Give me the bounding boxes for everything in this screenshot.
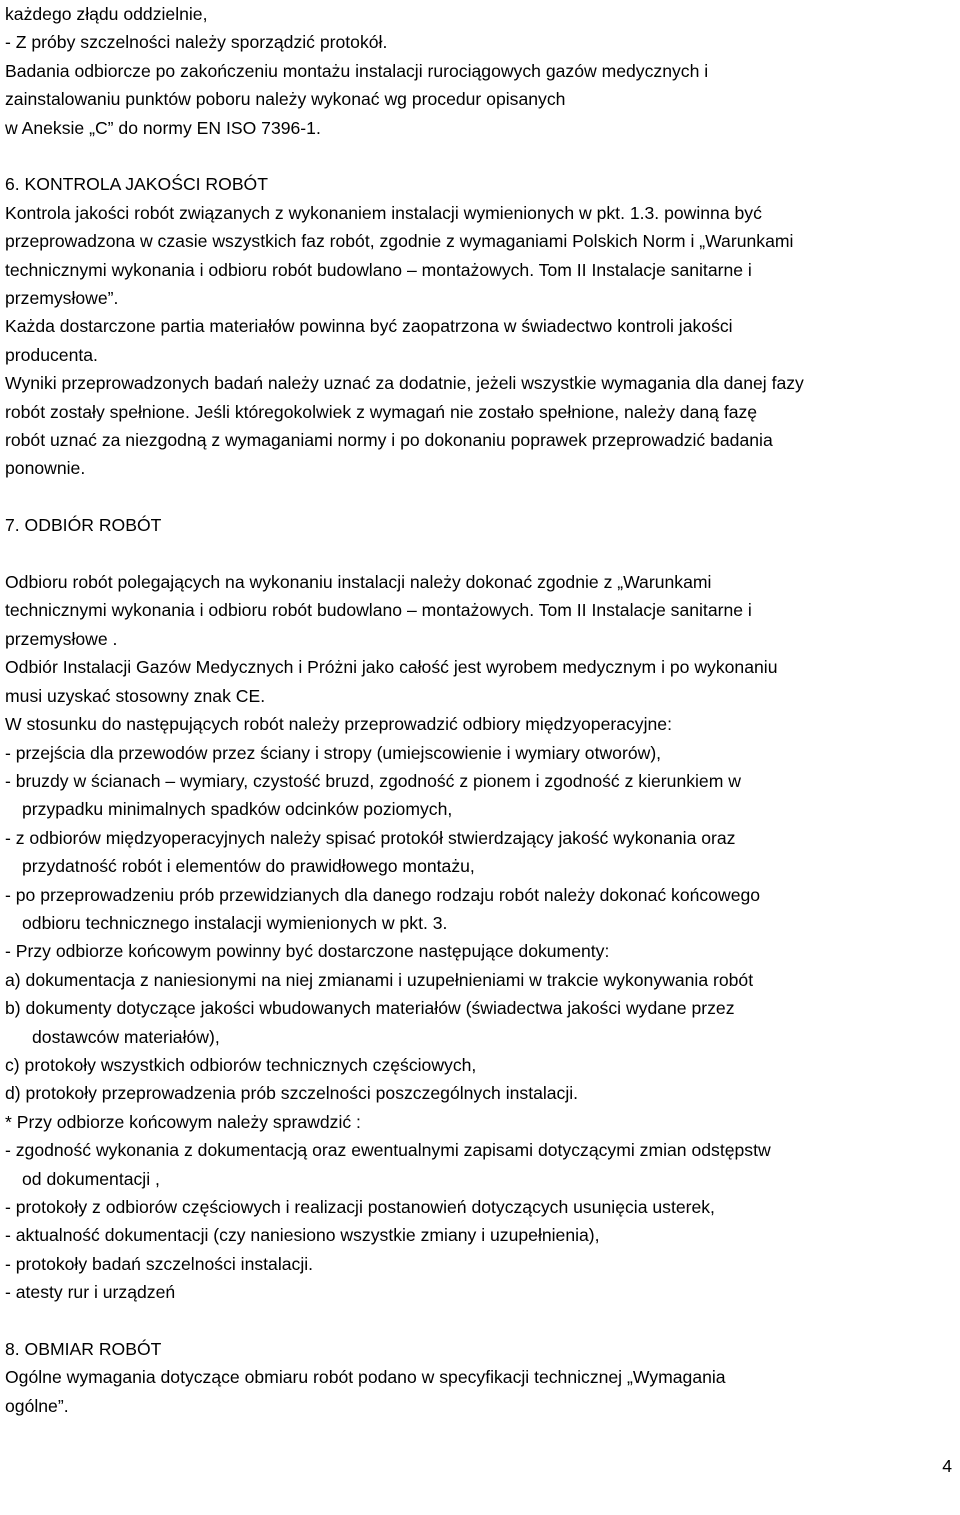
text-line: robót uznać za niezgodną z wymaganiami normy i po dokonaniu poprawek przeprowadzić badania: [5, 430, 773, 451]
list-item-continuation: od dokumentacji ,: [22, 1168, 160, 1189]
list-item: - z odbiorów międzyoperacyjnych należy spisać protokół stwierdzający jakość wykonania oraz: [5, 827, 736, 848]
text-line: Ogólne wymagania dotyczące obmiaru robót podano w specyfikacji technicznej „Wymagania: [5, 1367, 726, 1388]
section-heading: 7. ODBIÓR ROBÓT: [5, 515, 162, 536]
text-line: Odbiór Instalacji Gazów Medycznych i Próżni jako całość jest wyrobem medycznym i po wykonaniu: [5, 657, 778, 678]
text-line: - Przy odbiorze końcowym powinny być dostarczone następujące dokumenty:: [5, 941, 610, 962]
text-line: * Przy odbiorze końcowym należy sprawdzić :: [5, 1111, 361, 1132]
text-line: Kontrola jakości robót związanych z wykonaniem instalacji wymienionych w pkt. 1.3. powinna być: [5, 202, 762, 223]
section-8: [5, 1335, 955, 1420]
text-line: Odbioru robót polegających na wykonaniu instalacji należy dokonać zgodnie z „Warunkami: [5, 572, 712, 593]
spacer: [5, 1307, 955, 1335]
text-line: przemysłowe .: [5, 628, 118, 649]
interoperation-list: [5, 739, 955, 938]
text-line: ogólne”.: [5, 1395, 69, 1416]
list-item-continuation: odbioru technicznego instalacji wymienionych w pkt. 3.: [22, 912, 448, 933]
section-6: [5, 170, 955, 482]
list-item: d) protokoły przeprowadzenia prób szczelności poszczególnych instalacji.: [5, 1083, 579, 1104]
text-line: technicznymi wykonania i odbioru robót budowlano – montażowych. Tom II Instalacje sanitarne i: [5, 259, 752, 280]
list-item-continuation: przydatność robót i elementów do prawidłowego montażu,: [22, 856, 475, 877]
text-line: przeprowadzona w czasie wszystkich faz robót, zgodnie z wymaganiami Polskich Norm i „Warunkami: [5, 231, 794, 252]
documents-list: [5, 966, 955, 1108]
document-page: [5, 0, 955, 1420]
text-line: producenta.: [5, 344, 98, 365]
checks-list: [5, 1136, 955, 1306]
text-line: przemysłowe”.: [5, 288, 119, 309]
list-item: - atesty rur i urządzeń: [5, 1282, 176, 1303]
section-7: [5, 511, 955, 1306]
list-item: b) dokumenty dotyczące jakości wbudowanych materiałów (świadectwa jakości wydane przez: [5, 998, 735, 1019]
list-item: - zgodność wykonania z dokumentacją oraz ewentualnymi zapisami dotyczącymi zmian odstępstw: [5, 1140, 771, 1161]
text-line: - Z próby szczelności należy sporządzić protokół.: [5, 32, 388, 53]
text-line: musi uzyskać stosowny znak CE.: [5, 685, 266, 706]
text-line: zainstalowaniu punktów poboru należy wykonać wg procedur opisanych: [5, 89, 566, 110]
continuation-block: [5, 0, 955, 142]
text-line: robót zostały spełnione. Jeśli któregokolwiek z wymagań nie zostało spełnione, należy daną fazę: [5, 401, 758, 422]
text-line: Każda dostarczone partia materiałów powinna być zaopatrzona w świadectwo kontroli jakości: [5, 316, 733, 337]
text-line: Wyniki przeprowadzonych badań należy uznać za dodatnie, jeżeli wszystkie wymagania dla danej fazy: [5, 373, 804, 394]
list-item: - bruzdy w ścianach – wymiary, czystość bruzd, zgodność z pionem i zgodność z kierunkiem w: [5, 770, 741, 791]
list-item: - aktualność dokumentacji (czy naniesiono wszystkie zmiany i uzupełnienia),: [5, 1225, 600, 1246]
text-line: W stosunku do następujących robót należy przeprowadzić odbiory międzyoperacyjne:: [5, 714, 672, 735]
list-item: - protokoły badań szczelności instalacji.: [5, 1253, 314, 1274]
list-item: a) dokumentacja z naniesionymi na niej zmianami i uzupełnieniami w trakcie wykonywania robót: [5, 969, 754, 990]
section-heading: 8. OBMIAR ROBÓT: [5, 1339, 162, 1360]
list-item: - przejścia dla przewodów przez ściany i stropy (umiejscowienie i wymiary otworów),: [5, 742, 662, 763]
text-line: ponownie.: [5, 458, 86, 479]
spacer: [5, 540, 955, 568]
text-line: każdego złądu oddzielnie,: [5, 4, 208, 24]
page-number: 4: [942, 1456, 952, 1476]
text-line: technicznymi wykonania i odbioru robót budowlano – montażowych. Tom II Instalacje sanitarne i: [5, 600, 752, 621]
spacer: [5, 483, 955, 511]
list-item-continuation: dostawców materiałów),: [32, 1026, 220, 1047]
list-item-continuation: przypadku minimalnych spadków odcinków poziomych,: [22, 799, 453, 820]
text-line: w Aneksie „C” do normy EN ISO 7396-1.: [5, 117, 321, 138]
list-item: - protokoły z odbiorów częściowych i realizacji postanowień dotyczących usunięcia usterek,: [5, 1197, 715, 1218]
text-line: Badania odbiorcze po zakończeniu montażu instalacji rurociągowych gazów medycznych i: [5, 60, 709, 81]
section-heading: 6. KONTROLA JAKOŚCI ROBÓT: [5, 174, 268, 195]
list-item: - po przeprowadzeniu prób przewidzianych dla danego rodzaju robót należy dokonać końcowego: [5, 884, 761, 905]
spacer: [5, 142, 955, 170]
list-item: c) protokoły wszystkich odbiorów technicznych częściowych,: [5, 1054, 477, 1075]
